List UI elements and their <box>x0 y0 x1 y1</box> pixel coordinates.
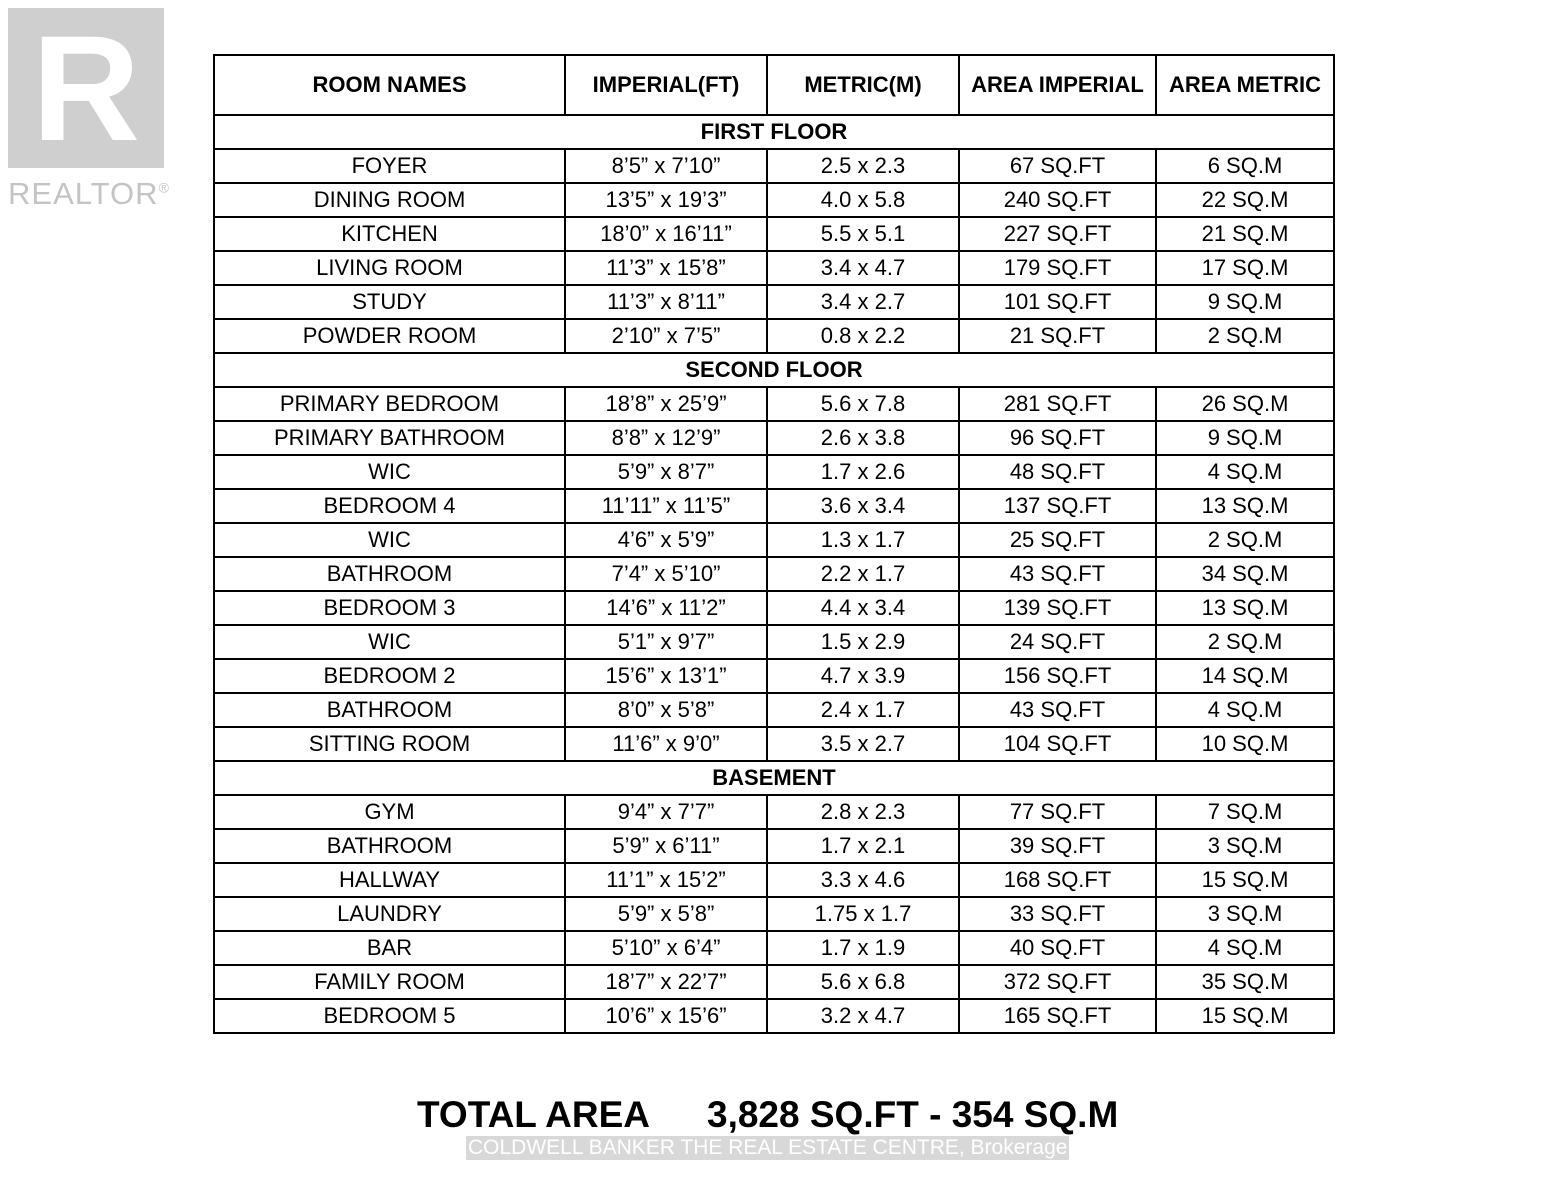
cell-area-metric: 2 SQ.M <box>1156 523 1334 557</box>
cell-area-imperial: 24 SQ.FT <box>959 625 1156 659</box>
total-area-value: 3,828 SQ.FT - 354 SQ.M <box>707 1094 1119 1135</box>
cell-metric: 3.4 x 2.7 <box>767 285 959 319</box>
cell-area-imperial: 139 SQ.FT <box>959 591 1156 625</box>
cell-area-metric: 7 SQ.M <box>1156 795 1334 829</box>
cell-room-name: WIC <box>214 523 565 557</box>
cell-area-metric: 22 SQ.M <box>1156 183 1334 217</box>
table-row <box>214 727 1334 761</box>
cell-area-metric: 13 SQ.M <box>1156 591 1334 625</box>
cell-room-name: BEDROOM 2 <box>214 659 565 693</box>
cell-imperial: 18’0” x 16’11” <box>565 217 767 251</box>
cell-imperial: 8’0” x 5’8” <box>565 693 767 727</box>
cell-area-imperial: 227 SQ.FT <box>959 217 1156 251</box>
table-row <box>214 183 1334 217</box>
cell-area-imperial: 179 SQ.FT <box>959 251 1156 285</box>
cell-room-name: SITTING ROOM <box>214 727 565 761</box>
cell-area-metric: 13 SQ.M <box>1156 489 1334 523</box>
table-row <box>214 829 1334 863</box>
cell-metric: 1.7 x 2.6 <box>767 455 959 489</box>
header-room-names: ROOM NAMES <box>214 55 565 115</box>
cell-area-imperial: 156 SQ.FT <box>959 659 1156 693</box>
cell-room-name: BEDROOM 5 <box>214 999 565 1033</box>
cell-imperial: 10’6” x 15’6” <box>565 999 767 1033</box>
cell-metric: 5.5 x 5.1 <box>767 217 959 251</box>
cell-room-name: WIC <box>214 625 565 659</box>
cell-area-metric: 21 SQ.M <box>1156 217 1334 251</box>
table-row <box>214 387 1334 421</box>
cell-room-name: STUDY <box>214 285 565 319</box>
table-row <box>214 591 1334 625</box>
cell-metric: 3.5 x 2.7 <box>767 727 959 761</box>
cell-imperial: 8’8” x 12’9” <box>565 421 767 455</box>
table-row <box>214 523 1334 557</box>
room-dimensions-table <box>213 54 1335 1034</box>
cell-metric: 3.2 x 4.7 <box>767 999 959 1033</box>
cell-metric: 1.75 x 1.7 <box>767 897 959 931</box>
table-row <box>214 217 1334 251</box>
cell-room-name: BEDROOM 3 <box>214 591 565 625</box>
cell-room-name: LIVING ROOM <box>214 251 565 285</box>
cell-area-metric: 4 SQ.M <box>1156 693 1334 727</box>
cell-room-name: WIC <box>214 455 565 489</box>
cell-imperial: 8’5” x 7’10” <box>565 149 767 183</box>
brokerage-watermark: COLDWELL BANKER THE REAL ESTATE CENTRE, Brokerage <box>468 1136 1068 1159</box>
table-row <box>214 965 1334 999</box>
cell-area-imperial: 77 SQ.FT <box>959 795 1156 829</box>
table-row <box>214 285 1334 319</box>
cell-area-metric: 4 SQ.M <box>1156 455 1334 489</box>
cell-imperial: 13’5” x 19’3” <box>565 183 767 217</box>
cell-area-imperial: 43 SQ.FT <box>959 693 1156 727</box>
table-row <box>214 693 1334 727</box>
cell-metric: 1.3 x 1.7 <box>767 523 959 557</box>
cell-area-imperial: 40 SQ.FT <box>959 931 1156 965</box>
cell-imperial: 5’10” x 6’4” <box>565 931 767 965</box>
cell-metric: 5.6 x 7.8 <box>767 387 959 421</box>
realtor-logo-word: REALTOR <box>8 176 159 211</box>
cell-area-metric: 2 SQ.M <box>1156 625 1334 659</box>
header-metric: METRIC(M) <box>767 55 959 115</box>
realtor-logo <box>8 4 180 211</box>
cell-metric: 3.3 x 4.6 <box>767 863 959 897</box>
cell-area-metric: 15 SQ.M <box>1156 999 1334 1033</box>
table-row <box>214 421 1334 455</box>
cell-room-name: LAUNDRY <box>214 897 565 931</box>
cell-imperial: 11’6” x 9’0” <box>565 727 767 761</box>
cell-area-imperial: 33 SQ.FT <box>959 897 1156 931</box>
cell-imperial: 5’9” x 8’7” <box>565 455 767 489</box>
cell-room-name: BAR <box>214 931 565 965</box>
cell-area-imperial: 101 SQ.FT <box>959 285 1156 319</box>
section-row <box>214 115 1334 149</box>
cell-area-imperial: 165 SQ.FT <box>959 999 1156 1033</box>
cell-metric: 4.4 x 3.4 <box>767 591 959 625</box>
realtor-logo-letter: R <box>31 4 141 172</box>
cell-area-metric: 14 SQ.M <box>1156 659 1334 693</box>
table-row <box>214 557 1334 591</box>
cell-metric: 3.6 x 3.4 <box>767 489 959 523</box>
table-row <box>214 149 1334 183</box>
table-row <box>214 999 1334 1033</box>
cell-imperial: 15’6” x 13’1” <box>565 659 767 693</box>
cell-area-imperial: 25 SQ.FT <box>959 523 1156 557</box>
section-title: SECOND FLOOR <box>214 353 1334 387</box>
cell-room-name: PRIMARY BEDROOM <box>214 387 565 421</box>
cell-area-metric: 9 SQ.M <box>1156 421 1334 455</box>
cell-metric: 4.7 x 3.9 <box>767 659 959 693</box>
table-row <box>214 625 1334 659</box>
cell-imperial: 9’4” x 7’7” <box>565 795 767 829</box>
total-area <box>417 1094 1118 1136</box>
cell-metric: 2.5 x 2.3 <box>767 149 959 183</box>
cell-area-imperial: 137 SQ.FT <box>959 489 1156 523</box>
cell-area-imperial: 240 SQ.FT <box>959 183 1156 217</box>
cell-imperial: 7’4” x 5’10” <box>565 557 767 591</box>
table-row <box>214 319 1334 353</box>
cell-room-name: GYM <box>214 795 565 829</box>
cell-metric: 1.5 x 2.9 <box>767 625 959 659</box>
cell-area-imperial: 96 SQ.FT <box>959 421 1156 455</box>
table-row <box>214 251 1334 285</box>
cell-imperial: 11’3” x 15’8” <box>565 251 767 285</box>
cell-area-metric: 17 SQ.M <box>1156 251 1334 285</box>
cell-area-imperial: 48 SQ.FT <box>959 455 1156 489</box>
cell-area-metric: 26 SQ.M <box>1156 387 1334 421</box>
total-area-label: TOTAL AREA <box>417 1094 650 1135</box>
cell-imperial: 14’6” x 11’2” <box>565 591 767 625</box>
cell-imperial: 4’6” x 5’9” <box>565 523 767 557</box>
table-row <box>214 455 1334 489</box>
cell-metric: 4.0 x 5.8 <box>767 183 959 217</box>
cell-area-metric: 35 SQ.M <box>1156 965 1334 999</box>
table-header-row <box>214 55 1334 115</box>
cell-area-metric: 2 SQ.M <box>1156 319 1334 353</box>
cell-area-metric: 4 SQ.M <box>1156 931 1334 965</box>
cell-imperial: 5’9” x 5’8” <box>565 897 767 931</box>
cell-room-name: HALLWAY <box>214 863 565 897</box>
section-title: FIRST FLOOR <box>214 115 1334 149</box>
cell-area-metric: 6 SQ.M <box>1156 149 1334 183</box>
cell-area-imperial: 39 SQ.FT <box>959 829 1156 863</box>
table-row <box>214 795 1334 829</box>
header-imperial: IMPERIAL(FT) <box>565 55 767 115</box>
cell-metric: 2.6 x 3.8 <box>767 421 959 455</box>
cell-imperial: 5’9” x 6’11” <box>565 829 767 863</box>
cell-imperial: 18’8” x 25’9” <box>565 387 767 421</box>
cell-room-name: BATHROOM <box>214 829 565 863</box>
cell-imperial: 2’10” x 7’5” <box>565 319 767 353</box>
realtor-logo-text <box>8 176 170 212</box>
table-row <box>214 897 1334 931</box>
table-row <box>214 863 1334 897</box>
cell-area-metric: 34 SQ.M <box>1156 557 1334 591</box>
cell-area-metric: 9 SQ.M <box>1156 285 1334 319</box>
cell-metric: 2.4 x 1.7 <box>767 693 959 727</box>
cell-room-name: FOYER <box>214 149 565 183</box>
section-row <box>214 761 1334 795</box>
cell-area-imperial: 43 SQ.FT <box>959 557 1156 591</box>
cell-metric: 3.4 x 4.7 <box>767 251 959 285</box>
cell-room-name: BATHROOM <box>214 693 565 727</box>
cell-room-name: PRIMARY BATHROOM <box>214 421 565 455</box>
section-row <box>214 353 1334 387</box>
cell-metric: 2.2 x 1.7 <box>767 557 959 591</box>
table-row <box>214 931 1334 965</box>
cell-area-metric: 15 SQ.M <box>1156 863 1334 897</box>
cell-imperial: 11’1” x 15’2” <box>565 863 767 897</box>
cell-room-name: DINING ROOM <box>214 183 565 217</box>
cell-metric: 1.7 x 2.1 <box>767 829 959 863</box>
header-area-metric: AREA METRIC <box>1156 55 1334 115</box>
cell-metric: 1.7 x 1.9 <box>767 931 959 965</box>
registered-mark: ® <box>158 179 170 196</box>
cell-imperial: 11’11” x 11’5” <box>565 489 767 523</box>
cell-area-imperial: 281 SQ.FT <box>959 387 1156 421</box>
table-body <box>214 115 1334 1033</box>
cell-room-name: FAMILY ROOM <box>214 965 565 999</box>
cell-area-imperial: 168 SQ.FT <box>959 863 1156 897</box>
cell-area-imperial: 21 SQ.FT <box>959 319 1156 353</box>
header-area-imperial: AREA IMPERIAL <box>959 55 1156 115</box>
cell-area-metric: 10 SQ.M <box>1156 727 1334 761</box>
table-row <box>214 659 1334 693</box>
cell-area-metric: 3 SQ.M <box>1156 897 1334 931</box>
section-title: BASEMENT <box>214 761 1334 795</box>
cell-imperial: 18’7” x 22’7” <box>565 965 767 999</box>
cell-metric: 0.8 x 2.2 <box>767 319 959 353</box>
cell-area-imperial: 372 SQ.FT <box>959 965 1156 999</box>
cell-room-name: BATHROOM <box>214 557 565 591</box>
cell-area-imperial: 104 SQ.FT <box>959 727 1156 761</box>
cell-room-name: POWDER ROOM <box>214 319 565 353</box>
cell-room-name: KITCHEN <box>214 217 565 251</box>
cell-area-metric: 3 SQ.M <box>1156 829 1334 863</box>
cell-imperial: 11’3” x 8’11” <box>565 285 767 319</box>
cell-room-name: BEDROOM 4 <box>214 489 565 523</box>
cell-imperial: 5’1” x 9’7” <box>565 625 767 659</box>
cell-metric: 2.8 x 2.3 <box>767 795 959 829</box>
table-row <box>214 489 1334 523</box>
cell-metric: 5.6 x 6.8 <box>767 965 959 999</box>
cell-area-imperial: 67 SQ.FT <box>959 149 1156 183</box>
